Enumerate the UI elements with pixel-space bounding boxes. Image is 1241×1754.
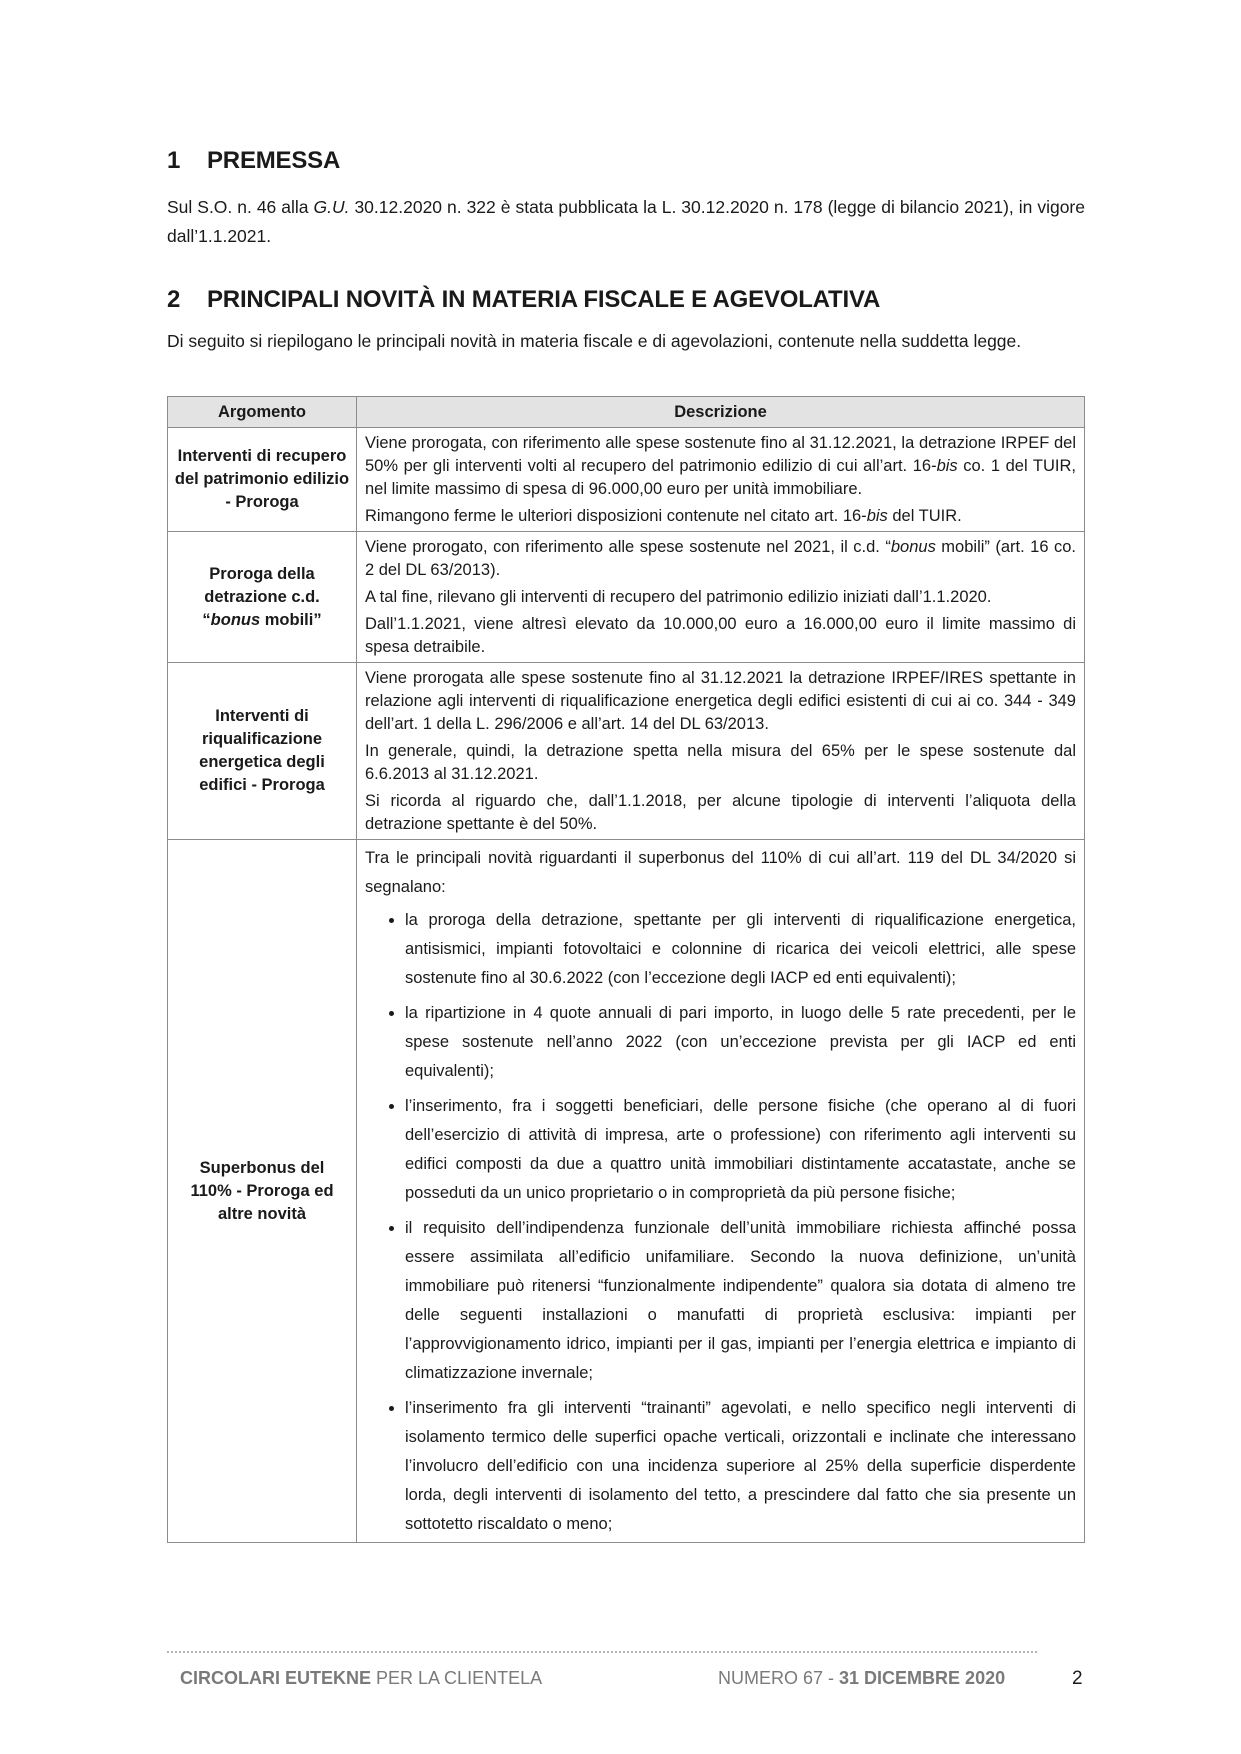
footer-divider <box>167 1651 1037 1653</box>
bullet-list <box>365 906 1076 1539</box>
topic-cell: Interventi di recupero del patrimonio edilizio - Proroga <box>168 428 357 532</box>
bullet-item: • il requisito dell’indipendenza funzionale dell’unità immobiliare richiesta affinché possa essere assimilata all’edificio unifamiliare. Secondo la nuova definizione, un’unità immobiliare può ritenersi “funzionalmente indipendente” qualora sia dotata di almeno tre delle seguenti installazioni o manufatti di proprietà esclusiva: impianti per l’approvvigionamento idrico, impianti per il gas, impianti per l’energia elettrica e impianto di climatizzazione invernale; <box>405 1214 1076 1388</box>
novita-table <box>167 396 1085 1543</box>
bullet-item: • l’inserimento, fra i soggetti beneficiari, delle persone fisiche (che operano al di fuori dell’esercizio di attività di impresa, arte o professione) con riferimento agli interventi su edifici composti da due a quattro unità immobiliari distintamente accatastate, anche se posseduti da un unico proprietario o in comproprietà da più persone fisiche; <box>405 1092 1076 1208</box>
description-paragraph: Rimangono ferme le ulteriori disposizioni contenute nel citato art. 16-bis del TUIR. <box>365 507 962 525</box>
bullet-item: • la ripartizione in 4 quote annuali di pari importo, in luogo delle 5 rate precedenti, per le spese sostenute nell’anno 2022 (con un’eccezione prevista per gli IACP ed enti equivalenti); <box>405 999 1076 1086</box>
topic-cell: Proroga della detrazione c.d. “bonus mobili” <box>168 532 357 663</box>
footer-publication: CIRCOLARI EUTEKNE PER LA CLIENTELA <box>180 1668 543 1688</box>
text-run-italic: G.U. <box>313 197 350 217</box>
table-row <box>168 663 1085 840</box>
section-title: PREMESSA <box>207 147 341 174</box>
table-header-row <box>168 397 1085 428</box>
text-run: Sul S.O. n. 46 alla <box>167 197 314 217</box>
description-cell <box>357 840 1085 1543</box>
text-run: 30.12.2020 n. 322 è stata pubblicata la L. 30.12.2020 n. 178 (legge di bilancio 2021), in vigore dall’1.1.2021. <box>167 197 1085 246</box>
section-number: 2 <box>167 286 181 313</box>
section-title: PRINCIPALI NOVITÀ IN MATERIA FISCALE E AGEVOLATIVA <box>207 286 881 313</box>
table-row <box>168 532 1085 663</box>
header-argomento: Argomento <box>168 397 357 428</box>
description-paragraph: A tal fine, rilevano gli interventi di recupero del patrimonio edilizio iniziati dall’1.1.2020. <box>365 588 992 606</box>
description-cell <box>357 532 1085 663</box>
description-cell <box>357 663 1085 840</box>
header-descrizione: Descrizione <box>357 397 1085 428</box>
topic-cell: Interventi di riqualificazione energetica degli edifici - Proroga <box>168 663 357 840</box>
section-heading-novita <box>167 286 880 314</box>
description-paragraph: Si ricorda al riguardo che, dall’1.1.2018, per alcune tipologie di interventi l’aliquota della detrazione spettante è del 50%. <box>365 792 1076 833</box>
description-paragraph: Viene prorogato, con riferimento alle spese sostenute nel 2021, il c.d. “bonus mobili” (art. 16 co. 2 del DL 63/2013). <box>365 538 1077 579</box>
description-paragraph: Dall’1.1.2021, viene altresì elevato da 10.000,00 euro a 16.000,00 euro il limite massimo di spesa detraibile. <box>365 615 1076 656</box>
topic-cell: Superbonus del 110% - Proroga ed altre novità <box>168 840 357 1543</box>
novita-intro-paragraph: Di seguito si riepilogano le principali novità in materia fiscale e di agevolazioni, contenute nella suddetta legge. <box>167 331 1022 351</box>
table-row <box>168 428 1085 532</box>
footer-issue: NUMERO 67 - 31 DICEMBRE 2020 <box>718 1668 1006 1688</box>
description-paragraph: In generale, quindi, la detrazione spetta nella misura del 65% per le spese sostenute dal 6.6.2013 al 31.12.2021. <box>365 742 1076 783</box>
page-number: 2 <box>1072 1668 1083 1689</box>
description-cell <box>357 428 1085 532</box>
description-paragraph: Viene prorogata, con riferimento alle spese sostenute fino al 31.12.2021, la detrazione IRPEF del 50% per gli interventi volti al recupero del patrimonio edilizio di cui all’art. 16-bis co. 1 del TUIR, nel limite massimo di spesa di 96.000,00 euro per unità immobiliare. <box>365 434 1076 498</box>
description-paragraph: Viene prorogata alle spese sostenute fino al 31.12.2021 la detrazione IRPEF/IRES spettante in relazione agli interventi di riqualificazione energetica degli edifici esistenti di cui ai co. 344 - 349 dell’art. 1 della L. 296/2006 e all’art. 14 del DL 63/2013. <box>365 669 1076 733</box>
premessa-paragraph <box>167 193 1085 251</box>
section-heading-premessa <box>167 147 340 175</box>
section-number: 1 <box>167 147 181 174</box>
bullet-item: • la proroga della detrazione, spettante per gli interventi di riqualificazione energetica, antisismici, impianti fotovoltaici e colonnine di ricarica dei veicoli elettrici, alle spese sostenute fino al 30.6.2022 (con l’eccezione degli IACP ed enti equivalenti); <box>405 906 1076 993</box>
description-lead: Tra le principali novità riguardanti il superbonus del 110% di cui all’art. 119 del DL 34/2020 si segnalano: <box>365 849 1076 896</box>
bullet-item: • l’inserimento fra gli interventi “trainanti” agevolati, e nello specifico negli interventi di isolamento termico delle superfici opache verticali, orizzontali e inclinate che interessano l’involucro dell’edificio con una incidenza superiore al 25% della superficie disperdente lorda, degli interventi di isolamento del tetto, a prescindere dal fatto che sia presente un sottotetto riscaldato o meno; <box>405 1394 1076 1539</box>
table-row <box>168 840 1085 1543</box>
